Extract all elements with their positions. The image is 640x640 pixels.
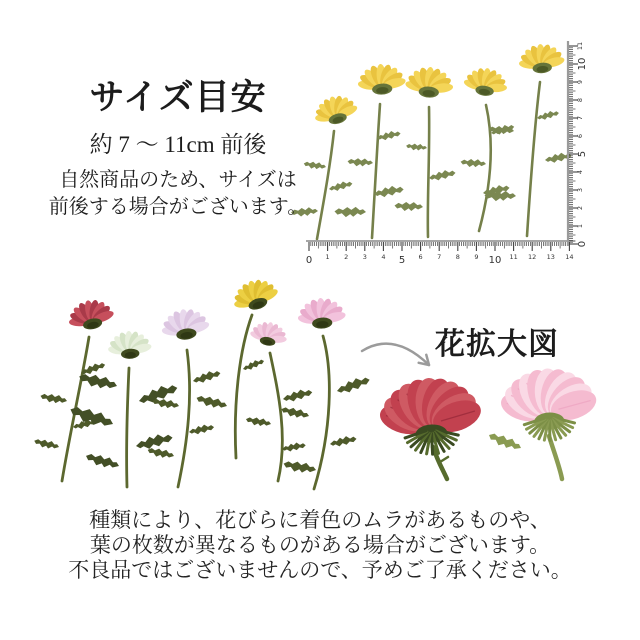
enlarged-red-flower bbox=[374, 373, 487, 479]
ruler-label: 5 bbox=[398, 255, 406, 266]
flower-leaf bbox=[406, 142, 428, 152]
flower-leaf bbox=[195, 393, 228, 412]
size-guide-title: サイズ目安 bbox=[89, 78, 267, 117]
flower-head bbox=[517, 42, 566, 75]
size-note-line1: 自然商品のため、サイズは bbox=[59, 169, 297, 192]
flower-leaf bbox=[33, 437, 60, 452]
pressed-flower bbox=[245, 319, 313, 481]
ruler-label: 7 bbox=[437, 253, 442, 261]
flower-head bbox=[356, 62, 407, 96]
flower-leaf bbox=[329, 434, 357, 448]
ruler-label: 0 bbox=[305, 255, 313, 266]
flower-head bbox=[310, 91, 361, 130]
flower-head bbox=[296, 296, 347, 330]
ruler-label: 4 bbox=[576, 169, 584, 175]
ruler-label: 2 bbox=[344, 253, 349, 261]
ruler-label: 6 bbox=[576, 133, 584, 139]
ruler-label: 8 bbox=[576, 97, 584, 103]
ruler-vertical bbox=[568, 41, 588, 247]
flower-leaf bbox=[280, 404, 310, 421]
flower-leaf bbox=[40, 391, 68, 405]
flower-head bbox=[65, 295, 117, 334]
flower-leaf bbox=[335, 374, 371, 396]
bottom-note-line2: 葉の枚数が異なるものがある場合がございます。 bbox=[89, 533, 551, 557]
flower-head bbox=[462, 65, 510, 99]
ruler-label: 0 bbox=[577, 240, 588, 248]
flower-head bbox=[106, 329, 153, 360]
pressed-flower bbox=[394, 65, 456, 237]
pressed-flower bbox=[33, 295, 117, 481]
flower-leaf bbox=[245, 415, 272, 429]
ruler-label: 11 bbox=[509, 253, 518, 261]
flower-leaf bbox=[373, 184, 404, 198]
ruler-label: 3 bbox=[576, 187, 584, 193]
ruler-horizontal bbox=[306, 241, 576, 266]
flower-leaf bbox=[282, 458, 317, 476]
flower-leaf bbox=[281, 441, 306, 452]
zoom-arrow-icon bbox=[362, 344, 429, 365]
flower-leaf bbox=[328, 180, 353, 193]
ruler-label: 9 bbox=[474, 253, 479, 261]
ruler-label: 4 bbox=[381, 253, 386, 261]
pressed-flower bbox=[334, 62, 407, 238]
ruler-label: 11 bbox=[576, 41, 584, 51]
flower-head bbox=[159, 306, 212, 343]
ruler-label: 14 bbox=[565, 253, 574, 261]
flower-leaf bbox=[147, 446, 175, 461]
enlarged-pink-flower bbox=[487, 365, 601, 479]
flower-leaf bbox=[282, 387, 313, 403]
ruler-label: 10 bbox=[577, 57, 588, 71]
flower-leaf bbox=[242, 357, 266, 372]
ruler-label: 13 bbox=[546, 253, 555, 261]
size-note-line2: 前後する場合がございます。 bbox=[48, 196, 308, 219]
bottom-note-line3: 不良品ではございませんので、予めご了承ください。 bbox=[68, 558, 572, 582]
flower-leaf bbox=[135, 431, 174, 451]
size-guide-block bbox=[48, 78, 308, 221]
flower-leaf bbox=[84, 450, 120, 472]
ruler-label: 1 bbox=[576, 223, 584, 229]
ruler-label: 12 bbox=[528, 253, 537, 261]
flower-leaf bbox=[334, 206, 366, 218]
ruler-label: 8 bbox=[455, 253, 460, 261]
ruler-label: 1 bbox=[325, 253, 330, 261]
pressed-flower bbox=[484, 42, 572, 236]
flower-leaf bbox=[428, 168, 456, 182]
pressed-flower bbox=[460, 65, 515, 231]
flower-leaf bbox=[188, 423, 215, 436]
flower-leaf bbox=[394, 201, 423, 212]
size-note bbox=[48, 167, 308, 221]
flower-leaf bbox=[376, 129, 401, 141]
flower-leaf bbox=[536, 109, 560, 121]
flower-leaf bbox=[192, 369, 222, 386]
bottom-note-block bbox=[0, 508, 640, 583]
ruler-label: 2 bbox=[576, 205, 584, 211]
size-range-text: 約 7 〜 11cm 前後 bbox=[89, 132, 267, 158]
flower-head bbox=[228, 274, 282, 317]
flower-head bbox=[404, 65, 455, 99]
ruler-label: 6 bbox=[418, 253, 423, 261]
pressed-flower bbox=[195, 274, 282, 458]
flower-leaf bbox=[347, 157, 373, 168]
ruler-label: 9 bbox=[576, 79, 584, 85]
ruler-label: 10 bbox=[488, 255, 502, 266]
pressed-flower bbox=[68, 329, 180, 487]
flower-zoom-label: 花拡大図 bbox=[435, 328, 559, 361]
ruler-label: 7 bbox=[576, 115, 584, 121]
ruler-label: 3 bbox=[362, 253, 367, 261]
flower-head bbox=[248, 319, 290, 349]
ruler-label: 5 bbox=[577, 150, 588, 158]
bottom-note-line1: 種類により、花びらに着色のムラがあるものや、 bbox=[89, 508, 551, 532]
flower-leaf bbox=[460, 158, 486, 169]
